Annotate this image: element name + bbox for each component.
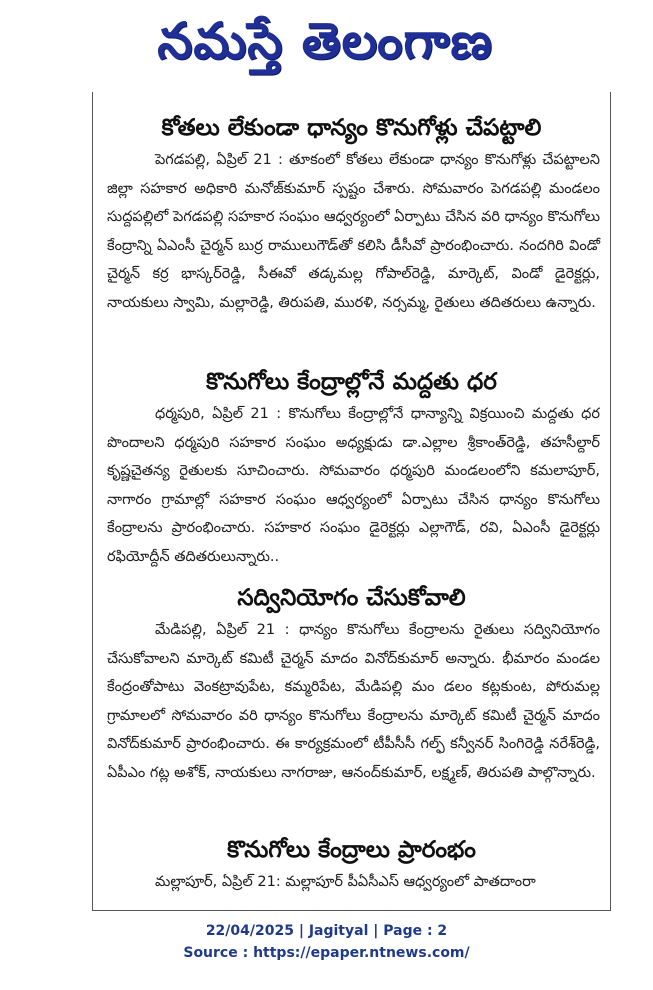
edition-info: 22/04/2025 | Jagityal | Page : 2: [205, 923, 448, 939]
article-support-price: [93, 364, 610, 571]
article-headline: కొనుగోలు కేంద్రాలు ప్రారంభం: [227, 837, 476, 863]
masthead: [0, 0, 653, 84]
article-procurement-without-cuts: [93, 110, 610, 317]
article-headline: కోతలు లేకుండా ధాన్యం కొనుగోళ్లు చేపట్టాలి: [161, 115, 542, 141]
newspaper-logo: నమస్తే తెలంగాణ: [157, 11, 493, 70]
article-headline: కొనుగోలు కేంద్రాల్లోనే మద్దతు ధర: [206, 369, 497, 395]
page-footer: [0, 920, 653, 964]
article-body: మేడిపల్లి, ఏప్రిల్ 21 : ధాన్యం కొనుగోలు కేంద్రాలను రైతులు సద్వినియోగం చేసుకోవాలని మార్కెట్ కమిటీ చైర్మన్ మాదం వినోద్‌కుమార్ అన్నారు. భీమారం మండల కేంద్రంతోపాటు వెంకట్రావుపేట, కమ్మరిపేట, మేడిపల్లి మం డలం కట్లకుంట, పోరుమల్ల గ్రామాలలో సోమవారం వరి ధాన్యం కొనుగోలు కేంద్రాలను మార్కెట్ కమిటీ చైర్మన్ మాదం వినోద్‌కుమార్ ప్రారంభించారు. ఈ కార్యక్రమంలో టీపీసీసీ గల్ఫ్ కన్వీనర్ సింగిరెడ్డి నరేశ్‌రెడ్డి, ఏపీఎం గట్ల అశోక్, నాయకులు నాగరాజు, ఆనంద్‌కుమార్, లక్ష్మణ్, తిరుపతి పాల్గొన్నారు.: [107, 622, 600, 781]
article-body: మల్లాపూర్, ఏప్రిల్ 21: మల్లాపూర్ పీఏసీఎస్ ఆధ్వర్యంలో పాతదాంరా: [155, 874, 536, 890]
cut-text-fragment: [117, 92, 537, 100]
article-body: పెగడపల్లి, ఏప్రిల్ 21 : తూకంలో కోతలు లేకుండా ధాన్యం కొనుగోళ్లు చేపట్టాలని జిల్లా సహకార అధికారి మనోజ్‌కుమార్ స్పష్టం చేశారు. సోమవారం పెగడపల్లి మండలం సుద్దపల్లిలో పెగడపల్లి సహకార సంఘం ఆధ్వర్యంలో ఏర్పాటు చేసిన వరి ధాన్యం కొనుగోలు కేంద్రాన్ని ఏఎంసీ చైర్మన్ బుర్ర రాములుగౌడ్‌తో కలిసి డీసీవో ప్రారంభించారు. నందగిరి విండో చైర్మన్ కర్ర భాస్కర్‌రెడ్డి, సీఈవో తడ్కమల్ల గోపాల్‌రెడ్డి, మార్కెట్, విండో డైరెక్టర్లు, నాయకులు స్వామి, మల్లారెడ్డి, తిరుపతి, మురళి, నర్సమ్మ, రైతులు తదితరులు ఉన్నారు.: [107, 152, 600, 311]
article-headline: సద్వినియోగం చేసుకోవాలి: [237, 585, 466, 611]
article-body: ధర్మపురి, ఏప్రిల్ 21 : కొనుగోలు కేంద్రాల్లోనే ధాన్యాన్ని విక్రయించి మద్దతు ధర పొందాలని ధర్మపురి సహకార సంఘం అధ్యక్షుడు డా.ఎల్లాల శ్రీకాంత్‌రెడ్డి, తహసీల్దార్ కృష్ణచైతన్య రైతులకు సూచించారు. సోమవారం ధర్మపురి మండలంలోని కమలాపూర్, నాగారం గ్రామాల్లో సహకార సంఘం ఆధ్వర్యంలో ఏర్పాటు చేసిన ధాన్యం కొనుగోలు కేంద్రాలను ప్రారంభించారు. సహకార సంఘం డైరెక్టర్లు ఎల్లాగౌడ్, రవి, ఏఎంసీ డైరెక్టర్లు రఫియోద్దీన్ తదితరులున్నారు..: [107, 406, 600, 565]
article-centres-opened: [93, 832, 610, 897]
article-make-good-use: [93, 580, 610, 787]
source-link[interactable]: Source : https://epaper.ntnews.com/: [183, 945, 470, 961]
news-clipping: [92, 92, 611, 911]
